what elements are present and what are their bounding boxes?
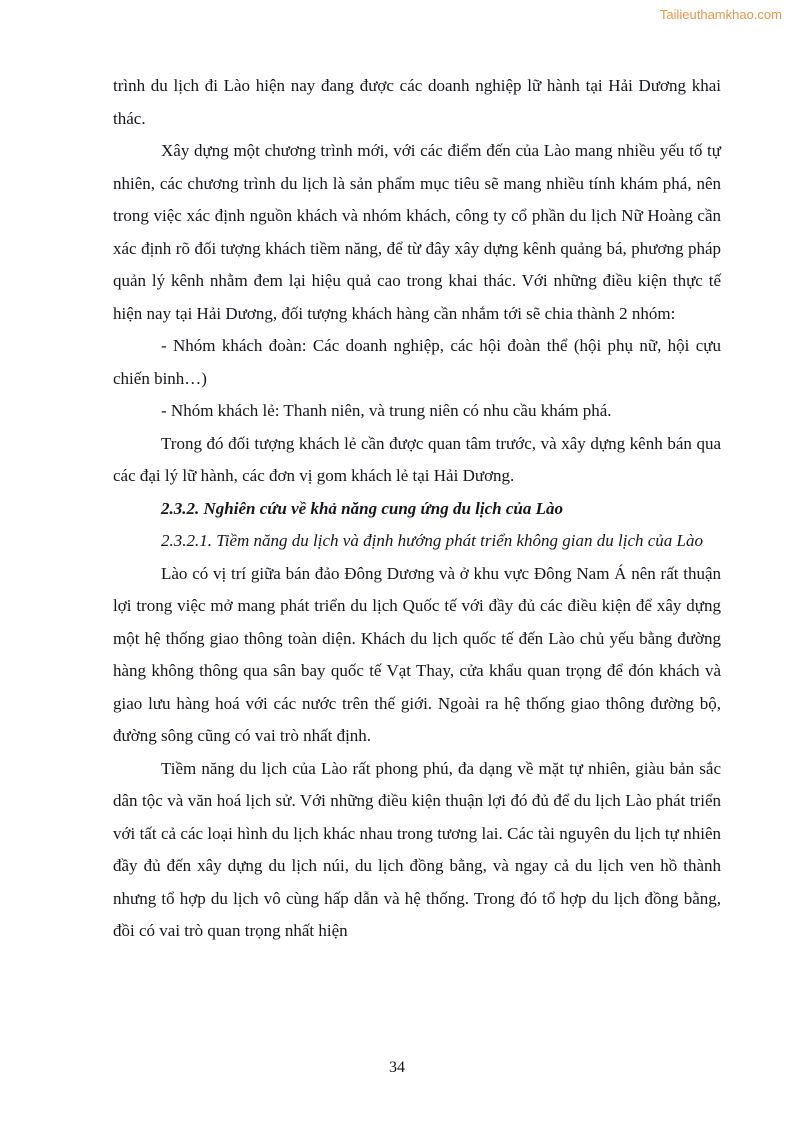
paragraph: Xây dựng một chương trình mới, với các điểm đến của Lào mang nhiều yếu tố tự nhiên, các chương trình du lịch là sản phẩm mục tiêu sẽ mang nhiều tính khám phá, nên trong việc xác định nguồn khách và nhóm khách, công ty cổ phần du lịch Nữ Hoàng cần xác định rõ đối tượng khách tiềm năng, để từ đây xây dựng kênh quảng bá, phương pháp quản lý kênh nhằm đem lại hiệu quả cao trong khai thác. Với những điều kiện thực tế hiện nay tại Hải Dương, đối tượng khách hàng cần nhắm tới sẽ chia thành 2 nhóm: bbox=[113, 141, 721, 323]
list-item-individual-customers: - Nhóm khách lẻ: Thanh niên, và trung niên có nhu cầu khám phá. bbox=[161, 401, 612, 420]
subsection-heading-2-3-2-1: 2.3.2.1. Tiềm năng du lịch và định hướng phát triển không gian du lịch của Lào bbox=[161, 531, 704, 550]
list-item-group-customers: - Nhóm khách đoàn: Các doanh nghiệp, các hội đoàn thể (hội phụ nữ, hội cựu chiến binh…) bbox=[113, 336, 721, 388]
watermark-link[interactable]: Tailieuthamkhao.com bbox=[659, 7, 782, 22]
paragraph: Trong đó đối tượng khách lẻ cần được quan tâm trước, và xây dựng kênh bán qua các đại lý lữ hành, các đơn vị gom khách lẻ tại Hải Dương. bbox=[113, 433, 721, 485]
section-heading-2-3-2: 2.3.2. Nghiên cứu về khả năng cung ứng du lịch của Lào bbox=[161, 498, 563, 518]
paragraph-continuation: trình du lịch đi Lào hiện nay đang được các doanh nghiệp lữ hành tại Hải Dương khai thác. bbox=[113, 76, 721, 128]
paragraph: Tiềm năng du lịch của Lào rất phong phú, đa dạng về mặt tự nhiên, giàu bản sắc dân tộc và văn hoá lịch sử. Với những điều kiện thuận lợi đó đủ để du lịch Lào phát triển với tất cả các loại hình du lịch khác nhau trong tương lai. Các tài nguyên du lịch tự nhiên đầy đủ đến xây dựng du lịch núi, du lịch đồng bằng, và ngay cả du lịch ven hồ thành nhưng tổ hợp du lịch vô cùng hấp dẫn và hệ thống. Trong đó tổ hợp du lịch đồng bằng, đồi có vai trò quan trọng nhất hiện bbox=[113, 758, 721, 940]
document-body bbox=[113, 70, 721, 948]
paragraph: Lào có vị trí giữa bán đảo Đông Dương và ở khu vực Đông Nam Á nên rất thuận lợi trong việc mở mang phát triển du lịch Quốc tế với đầy đủ các điều kiện để xây dựng một hệ thống giao thông toàn diện. Khách du lịch quốc tế đến Lào chủ yếu bằng đường hàng không thông qua sân bay quốc tế Vạt Thay, cửa khẩu quan trọng để đón khách và giao lưu hàng hoá với các nước trên thế giới. Ngoài ra hệ thống giao thông đường bộ, đường sông cũng có vai trò nhất định. bbox=[113, 563, 721, 745]
page-number: 34 bbox=[389, 1059, 405, 1076]
